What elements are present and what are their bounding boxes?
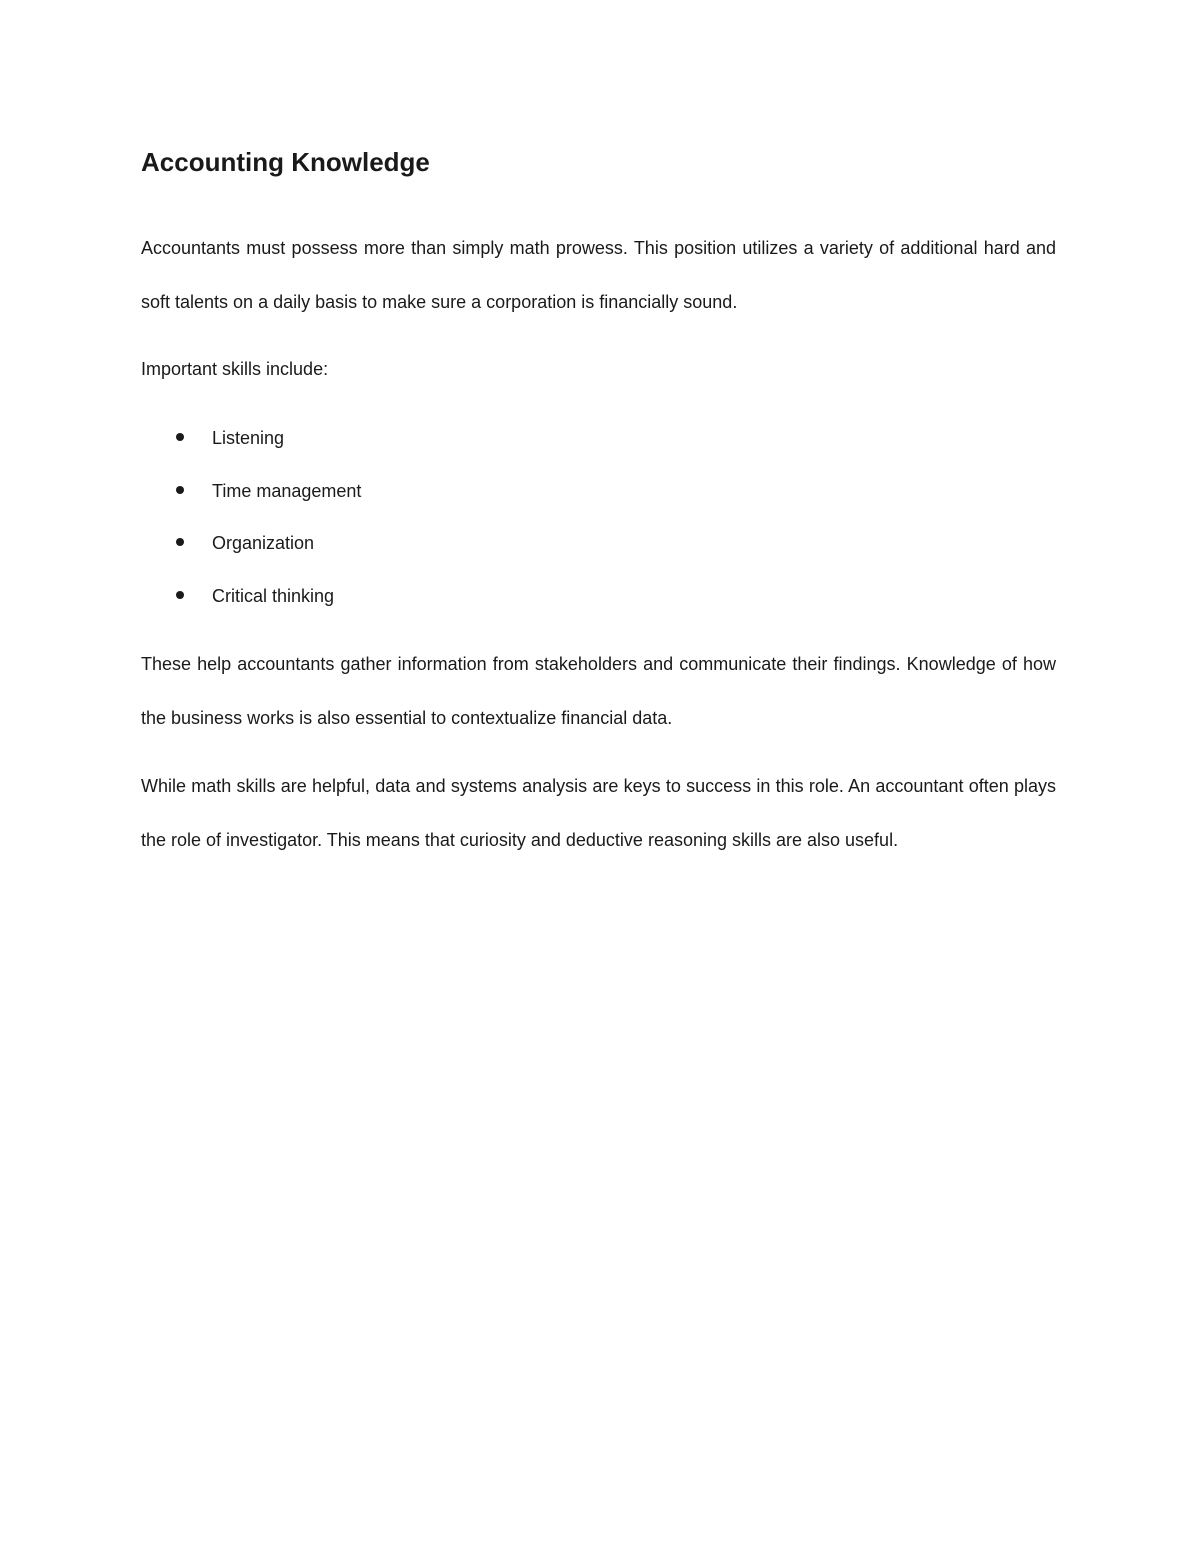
list-item (141, 465, 741, 518)
skill-label: Critical thinking (212, 585, 335, 606)
bullet-icon (176, 591, 184, 599)
list-item (141, 412, 741, 465)
skills-list (141, 412, 741, 622)
skills-intro: Important skills include: (141, 359, 329, 379)
list-item (141, 570, 741, 623)
bullet-icon (176, 538, 184, 546)
skill-label: Time management (212, 480, 362, 501)
intro-paragraph: Accountants must possess more than simply math prowess. This position utilizes a variety of additional hard and soft talents on a daily basis to make sure a corporation is financially sound. (141, 238, 1056, 312)
skill-label: Organization (212, 533, 315, 553)
document-title: Accounting Knowledge (141, 147, 430, 177)
bullet-icon (176, 486, 184, 494)
closing-paragraph: While math skills are helpful, data and systems analysis are keys to success in this role. An accountant often plays the role of investigator. This means that curiosity and deductive reasoning skills are also useful. (141, 776, 1056, 850)
findings-paragraph: These help accountants gather information from stakeholders and communicate their findings. Knowledge of how the business works is also essential to contextualize financial data. (141, 654, 1056, 728)
skill-label: Listening (212, 428, 285, 448)
list-item (141, 517, 741, 570)
bullet-icon (176, 433, 184, 441)
